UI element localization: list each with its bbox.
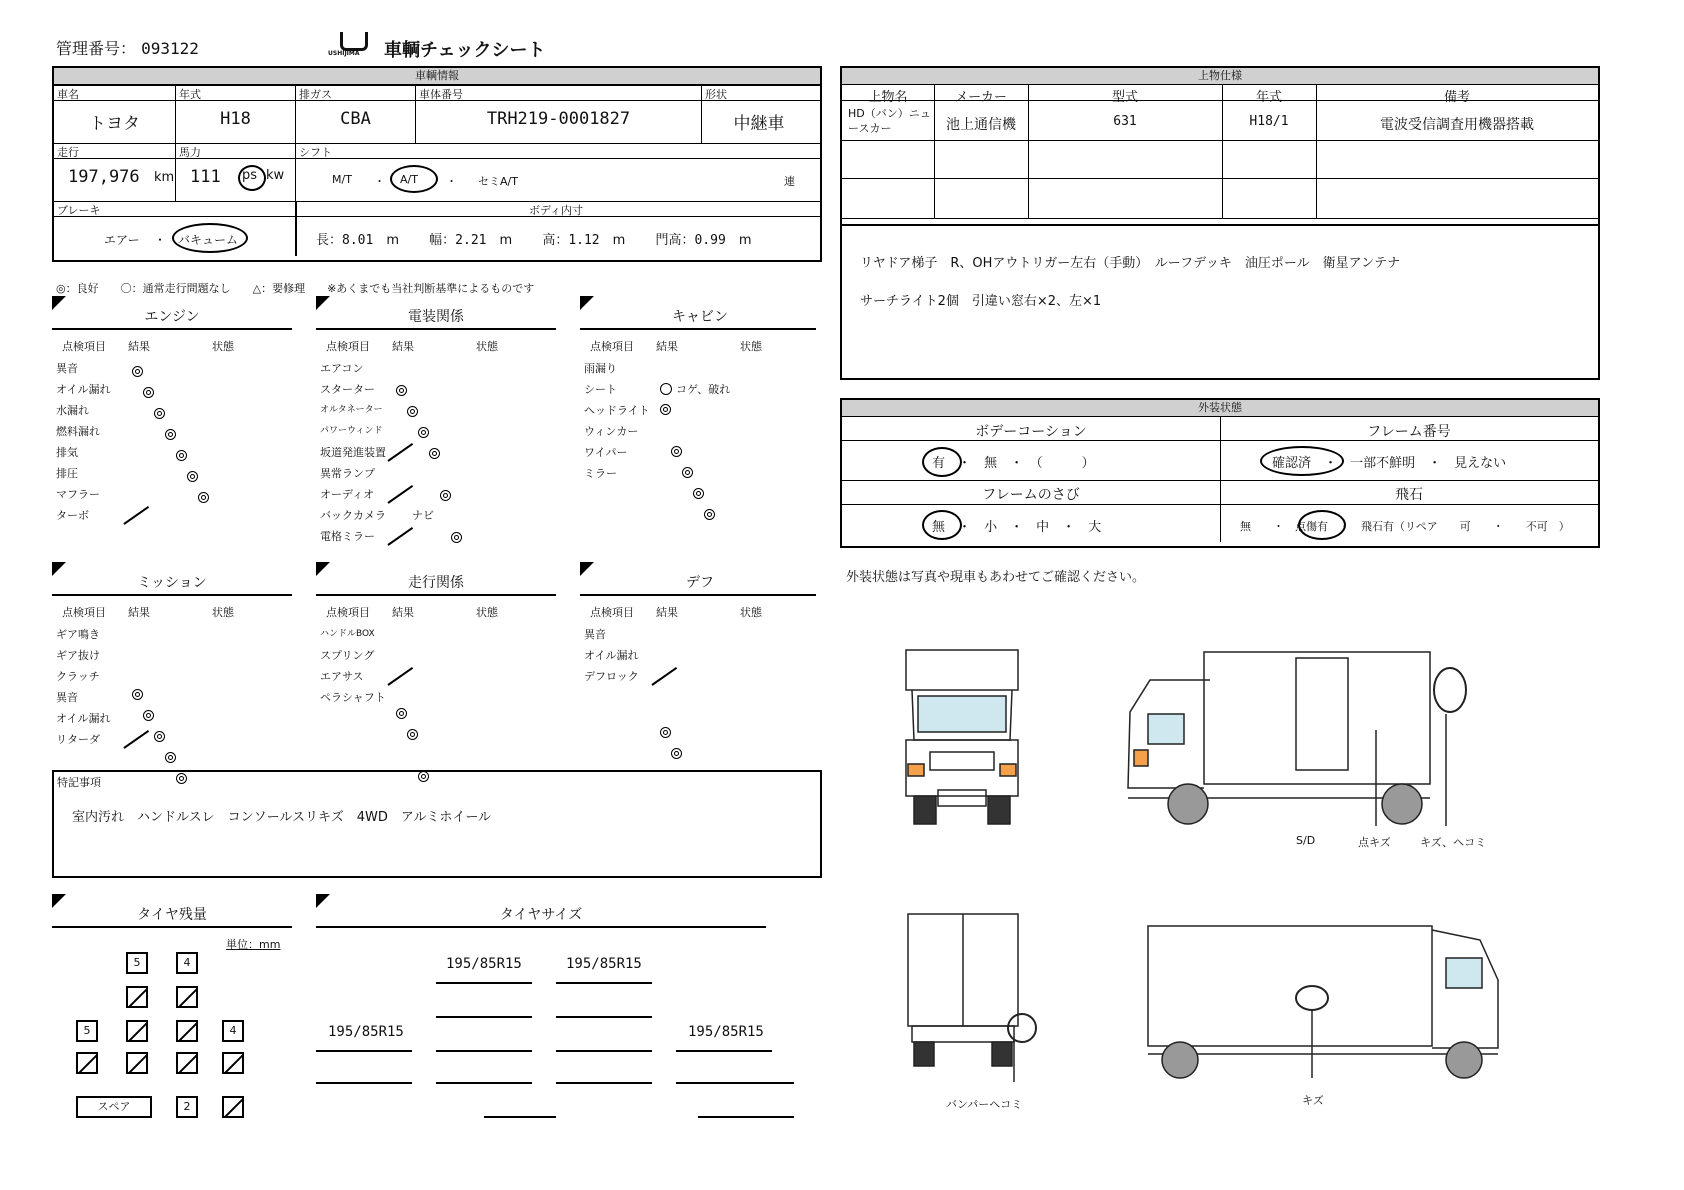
col-header-item: 点検項目 — [62, 340, 106, 353]
upper-note: 電波受信調査用機器搭載 — [1380, 117, 1534, 133]
inspection-item: マフラー — [56, 488, 100, 501]
upper-equipment-2: サーチライト2個 引違い窓右×2、左×1 — [860, 294, 1102, 309]
inspection-item: スターター — [320, 383, 375, 396]
upper-equipment-1: リヤドア梯子 R、OHアウトリガー左右（手動） ルーフデッキ 油圧ポール 衛星アンテナ — [860, 256, 1401, 271]
tire-rear-outer-right: 4 — [222, 1020, 244, 1042]
body-dimensions-values: 長：8.01 m 幅：2.21 m 高：1.12 m 門高：0.99 m — [316, 233, 752, 248]
col-header-result: 結果 — [392, 340, 414, 353]
truck-rear-view — [908, 914, 1036, 1082]
result-good-mark — [682, 467, 693, 478]
label-scratch-dent: キズ、ヘコミ — [1420, 836, 1487, 849]
inspection-item: シート — [584, 383, 617, 396]
col-header-item: 点検項目 — [326, 606, 370, 619]
body-dimensions-cell: ボディ内寸 長：8.01 m 幅：2.21 m 高：1.12 m 門高：0.99 m — [316, 204, 752, 248]
tire-slot — [76, 1052, 98, 1074]
result-na-slash — [387, 667, 413, 686]
result-good-mark — [407, 729, 418, 740]
inspection-item: リターダ — [56, 733, 100, 746]
result-good-mark — [396, 385, 407, 396]
result-good-mark — [440, 490, 451, 501]
result-na-slash — [123, 730, 149, 749]
tire-rear-outer-left: 5 — [76, 1020, 98, 1042]
result-good-mark — [671, 446, 682, 457]
inspection-item: 異音 — [56, 691, 78, 704]
inspection-item: オーディオ — [320, 488, 375, 501]
upper-item: HD（バン）ニュースカー — [848, 107, 931, 135]
chassis-cell: 車体番号 TRH219-0001827 — [416, 85, 702, 143]
col-header-state: 状態 — [212, 606, 234, 619]
inspection-item: 異音 — [56, 362, 78, 375]
inspection-item: 排圧 — [56, 467, 78, 480]
notes-section: 特記事項 室内汚れ ハンドルスレ コンソールスリキズ 4WD アルミホイール — [52, 770, 822, 878]
result-good-mark — [704, 509, 715, 520]
chassis-value: TRH219-0001827 — [486, 109, 631, 129]
inspection-item: 排気 — [56, 446, 78, 459]
result-good-mark — [143, 387, 154, 398]
result-na-slash — [123, 506, 149, 525]
vehicle-info-header: 車輌情報 — [54, 68, 820, 85]
col-header-item: 点検項目 — [590, 606, 634, 619]
label-scratch: キズ — [1302, 1094, 1324, 1107]
running-title: 走行関係 — [408, 575, 464, 591]
col-header-result: 結果 — [392, 606, 414, 619]
tire-front-right: 4 — [176, 952, 198, 974]
result-good-mark — [396, 708, 407, 719]
inspection-item: 雨漏り — [584, 362, 617, 375]
inspection-item: ペラシャフト — [320, 691, 386, 704]
page-title: 車輌チェックシート — [384, 40, 546, 61]
result-na-slash — [387, 485, 413, 504]
tire-size-rear-right: 195/85R15 — [688, 1024, 764, 1040]
result-good-mark — [198, 492, 209, 503]
maker-value: トヨタ — [89, 114, 140, 134]
vehicle-info-section — [52, 66, 822, 262]
col-header-state: 状態 — [740, 606, 762, 619]
inspection-item: ハンドルBOX — [320, 629, 375, 639]
frame-options: 確認済 ・ 一部不鮮明 ・ 見えない — [1272, 456, 1507, 471]
tire-spare-value: 2 — [176, 1096, 198, 1118]
mileage-cell: 走行 197,976 km — [54, 143, 176, 201]
inspection-item: ターボ — [56, 509, 89, 522]
upper-spec-section: 上物仕様 上物名 メーカー 型式 年式 備考 HD（バン）ニュースカー 池上通信機 631 H18/1 電波受信調査用機器搭載 リヤドア梯子 R、OHアウトリガー左右（手動） ルーフデッキ 油圧ポール 衛星アンテナ サーチライト2個 引違い窓右×2、左×1 — [840, 66, 1600, 380]
legend: ◎：良好 〇：通常走行問題なし △：要修理 ※あくまでも当社判断基準によるものです — [56, 282, 535, 295]
chip-options: 無 ・ 点傷有 ・ 飛石有（リペア 可 ・ 不可 ） — [1240, 520, 1570, 533]
inspection-item: オイル漏れ — [56, 383, 111, 396]
inspection-item: バックカメラ — [320, 509, 386, 522]
result-good-mark — [165, 429, 176, 440]
result-good-mark — [187, 471, 198, 482]
exhaust-cell: 排ガス CBA — [296, 85, 416, 143]
tire-slot — [222, 1052, 244, 1074]
inspection-item: オイル漏れ — [584, 649, 639, 662]
management-number: 管理番号： 093122 — [56, 39, 199, 58]
col-header-item: 点検項目 — [62, 606, 106, 619]
col-header-result: 結果 — [656, 606, 678, 619]
mileage-value: 197,976 — [68, 167, 140, 187]
inspection-item: オイル漏れ — [56, 712, 111, 725]
inspection-item: ヘッドライト — [584, 404, 650, 417]
inspection-item: ギア鳴き — [56, 628, 100, 641]
hp-value: 111 — [190, 167, 221, 187]
result-good-mark — [418, 427, 429, 438]
company-logo: USHIJIMA — [328, 32, 374, 62]
tire-slot — [176, 1052, 198, 1074]
tire-spare: スペア — [76, 1096, 152, 1118]
inspection-item: デフロック — [584, 670, 639, 683]
inspection-item: 異常ランプ — [320, 467, 375, 480]
tire-remain-title: タイヤ残量 — [137, 907, 207, 923]
tire-slot — [126, 986, 148, 1008]
result-good-mark — [451, 532, 462, 543]
electric-title: 電装関係 — [408, 309, 464, 325]
result-good-mark — [154, 731, 165, 742]
col-header-state: 状態 — [476, 606, 498, 619]
tire-slot — [222, 1096, 244, 1118]
result-na-slash — [387, 443, 413, 462]
inspection-item: ミラー — [584, 467, 617, 480]
rust-options: 無 ・ 小 ・ 中 ・ 大 — [932, 520, 1102, 535]
upper-spec-header: 上物仕様 — [842, 68, 1598, 85]
inspection-item: パワーウィンド — [320, 426, 383, 436]
result-good-mark — [132, 366, 143, 377]
shift-cell: シフト M/T ・ A/T ・ セミA/T 連 — [296, 143, 816, 201]
inspection-item: エアサス — [320, 670, 364, 683]
inspection-item: 水漏れ — [56, 404, 89, 417]
result-good-mark — [176, 450, 187, 461]
tire-front-left: 5 — [126, 952, 148, 974]
exterior-header: 外装状態 — [842, 400, 1598, 417]
inspection-item: エアコン — [320, 362, 364, 375]
tire-size-title: タイヤサイズ — [499, 907, 583, 923]
result-good-mark — [693, 488, 704, 499]
notes-text: 室内汚れ ハンドルスレ コンソールスリキズ 4WD アルミホイール — [72, 810, 492, 825]
label-sd: S/D — [1296, 834, 1316, 847]
result-na-slash — [651, 667, 677, 686]
inspection-item: スプリング — [320, 649, 375, 662]
tire-slot — [126, 1052, 148, 1074]
exterior-notice: 外装状態は写真や現車もあわせてご確認ください。 — [846, 570, 1146, 585]
mission-title: ミッション — [137, 575, 207, 591]
brake-cell: ブレーキ エアー ・ バキューム — [54, 201, 296, 256]
col-header-result: 結果 — [128, 606, 150, 619]
truck-side-view-right — [1148, 926, 1498, 1078]
tire-slot — [176, 986, 198, 1008]
col-header-state: 状態 — [212, 340, 234, 353]
truck-diagrams — [890, 640, 1650, 1120]
upper-model: 631 — [1113, 114, 1137, 129]
truck-front-view — [906, 650, 1018, 824]
engine-title: エンジン — [144, 309, 200, 325]
result-ok-mark — [660, 383, 672, 395]
result-good-mark — [407, 406, 418, 417]
tire-unit: 単位：mm — [226, 938, 281, 951]
result-good-mark — [429, 448, 440, 459]
inspection-item: 電格ミラー — [320, 530, 375, 543]
result-good-mark — [154, 408, 165, 419]
result-na-slash — [387, 527, 413, 546]
upper-maker: 池上通信機 — [946, 117, 1016, 133]
inspection-item: 異音 — [584, 628, 606, 641]
col-header-item: 点検項目 — [326, 340, 370, 353]
inspection-item: クラッチ — [56, 670, 100, 683]
col-header-state: 状態 — [740, 340, 762, 353]
tire-size-rear-left: 195/85R15 — [328, 1024, 404, 1040]
inspection-item: オルタネーター — [320, 405, 383, 415]
result-good-mark — [660, 727, 671, 738]
label-dot-scratch: 点キズ — [1358, 836, 1391, 849]
col-header-result: 結果 — [128, 340, 150, 353]
result-good-mark — [165, 752, 176, 763]
inspection-item: ギア抜け — [56, 649, 100, 662]
maker-cell: 車名 トヨタ — [54, 85, 176, 143]
coat-options: 有 ・ 無 ・ （ ） — [932, 456, 1095, 471]
tire-size-front-left: 195/85R15 — [446, 956, 522, 972]
diff-title: デフ — [686, 575, 714, 591]
inspection-item: 燃料漏れ — [56, 425, 100, 438]
inspection-item: ウィンカー — [584, 425, 639, 438]
result-good-mark — [143, 710, 154, 721]
result-good-mark — [132, 689, 143, 700]
label-bumper-dent: バンパーヘコミ — [946, 1098, 1023, 1111]
col-header-state: 状態 — [476, 340, 498, 353]
result-good-mark — [660, 404, 671, 415]
exhaust-value: CBA — [340, 109, 371, 129]
tire-size-front-right: 195/85R15 — [566, 956, 642, 972]
upper-year: H18/1 — [1249, 114, 1289, 129]
tire-slot — [126, 1020, 148, 1042]
result-note: ナビ — [412, 509, 434, 522]
result-good-mark — [671, 748, 682, 759]
tire-slot — [176, 1020, 198, 1042]
truck-side-view-left — [1128, 652, 1466, 826]
inspection-item: 坂道発進装置 — [320, 446, 386, 459]
shape-cell: 形状 中継車 — [702, 85, 816, 143]
year-cell: 年式 H18 — [176, 85, 296, 143]
col-header-result: 結果 — [656, 340, 678, 353]
result-note: コゲ、破れ — [676, 383, 731, 396]
cabin-title: キャビン — [672, 309, 728, 325]
shape-value: 中継車 — [733, 114, 785, 134]
col-header-item: 点検項目 — [590, 340, 634, 353]
exterior-section: 外装状態 ボデーコーション フレーム番号 有 ・ 無 ・ （ ） 確認済 ・ 一部不鮮明 ・ 見えない フレームのさび 飛石 無 ・ 小 ・ 中 ・ 大 無 ・ 点傷有 ・ 飛石有（リペア 可 ・ 不可 ） — [840, 398, 1600, 548]
hp-cell: 馬力 111 ps kw — [176, 143, 296, 201]
year-value: H18 — [220, 109, 251, 129]
inspection-item: ワイパー — [584, 446, 628, 459]
